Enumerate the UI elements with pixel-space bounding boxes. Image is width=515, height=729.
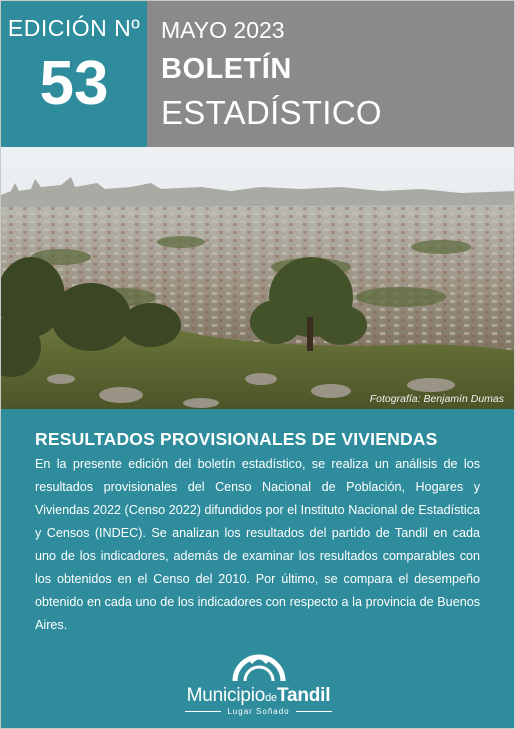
edition-number: 53 <box>39 49 109 118</box>
logo-word-tandil: Tandil <box>276 685 331 706</box>
logo-tagline: Lugar Soñado <box>1 707 515 716</box>
arch-logo-icon <box>229 649 289 683</box>
edition-label: EDICIÓN Nº <box>7 15 141 41</box>
publication-date: MAYO 2023 <box>161 17 285 43</box>
logo-word-de: de <box>265 692 277 704</box>
logo-word-municipio: Municipio <box>186 685 266 706</box>
title-block <box>147 1 515 147</box>
content-section <box>1 409 515 729</box>
edition-block <box>1 1 147 147</box>
title-line1: BOLETÍN <box>161 53 292 85</box>
cover-photo <box>1 147 515 409</box>
section-title: RESULTADOS PROVISIONALES DE VIVIENDAS <box>35 429 438 449</box>
photo-credit: Fotografía: Benjamín Dumas <box>369 393 504 405</box>
title-line2: ESTADÍSTICO <box>161 94 382 131</box>
section-body: En la presente edición del boletín estadístico, se realiza un análisis de los resultados provisionales del Censo Nacional de Población, Hogares y Viviendas 2022 (Censo 2022) difundidos por el Instituto Nacional de Estadística y Censos (INDEC). Se analizan los resultados del partido de Tandil en cada uno de los indicadores, además de examinar los resultados comparables con los obtenidos en el Censo del 2010. Por último, se compara el desempeño obtenido en cada uno de los indicadores con respecto a la provincia de Buenos Aires. <box>35 457 480 632</box>
municipio-logo <box>1 649 515 716</box>
logo-wordmark <box>1 685 515 707</box>
city-landscape-image <box>1 147 515 409</box>
